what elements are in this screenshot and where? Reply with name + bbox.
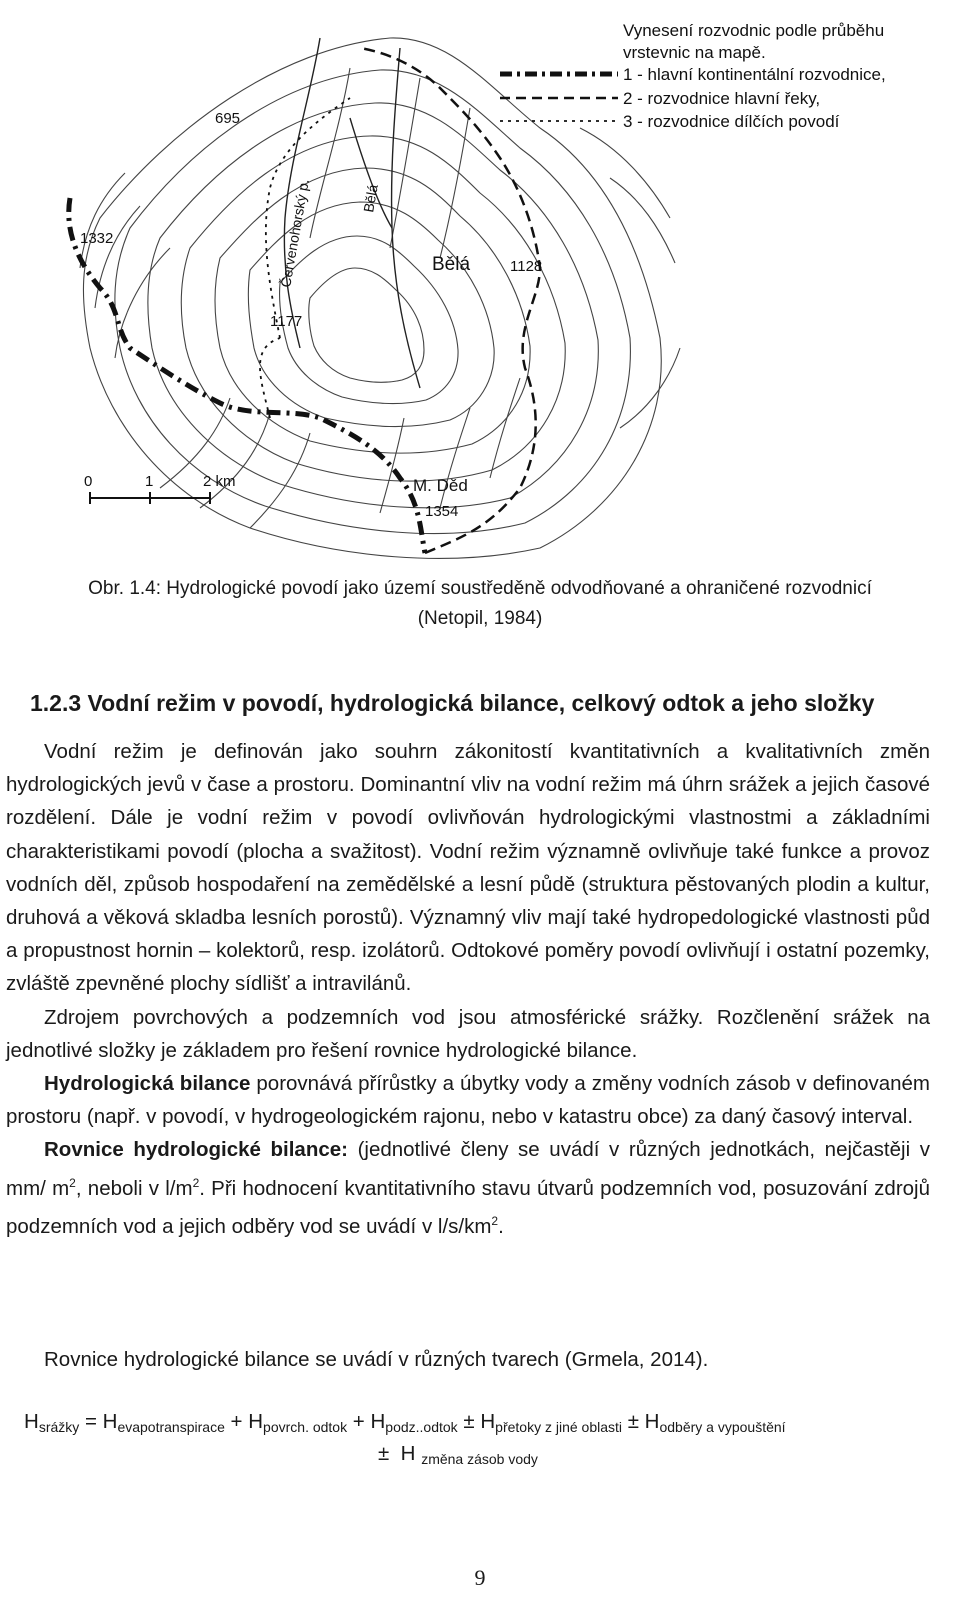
legend-item-2: 2 - rozvodnice hlavní řeky, [623, 89, 821, 108]
elevation-label-695: 695 [215, 110, 241, 127]
scale-label-1: 1 [145, 473, 154, 490]
balance-equation-line1: $H_{srážky} = H_{evapotranspirace} + H_{povrch. odtok} + H_{podz..odtok} \pm H_{přetoky z jiné oblasti} \pm H_{odběry a vypouštění}$ [24, 1410, 786, 1435]
legend-title-line2: vrstevnic na mapě. [623, 43, 766, 62]
section-heading: 1.2.3 Vodní režim v povodí, hydrologická bilance, celkový odtok a jeho složky [30, 690, 875, 716]
paragraph-5-wrap [6, 1343, 930, 1376]
paragraph-4-term: Rovnice hydrologické bilance: [44, 1138, 348, 1162]
divide-line-1 [69, 198, 425, 553]
page-number: 9 [474, 1565, 486, 1590]
legend-item-3: 3 - rozvodnice dílčích povodí [623, 112, 840, 131]
paragraph-5: Rovnice hydrologické bilance se uvádí v různých tvarech (Grmela, 2014). [44, 1348, 709, 1371]
town-label-bela: Bělá [432, 254, 471, 275]
scale-bar [84, 473, 236, 504]
paragraph-3: Hydrologická bilance porovnává přírůstky a úbytky vody a změny vodních zásob v definovaném prostoru (např. v povodí, v hydrogeologickém rajonu, nebo v katastru obce) za daný časový interval. [6, 1072, 930, 1129]
balance-equation-line2: ± H $_{změna zásob vody}$ [378, 1442, 538, 1467]
stream-label-cervenohorsky: Červenohorský p. [277, 177, 313, 289]
figure-caption-line2: (Netopil, 1984) [417, 608, 543, 629]
legend-item-1: 1 - hlavní kontinentální rozvodnice, [623, 65, 886, 84]
paragraph-4: Rovnice hydrologické bilance: (jednotlivé členy se uvádí v různých jednotkách, nejčastěji v mm/ $m^2$, neboli v $l/m^2$. Při hodnocení kvantitativního stavu útvarů podzemních vod, posuzování zdrojů podzemních vod a jejich odběry vod se uvádí v $l/s/km^2$. [6, 1138, 931, 1238]
contour-lines [80, 38, 680, 558]
elevation-label-1177: 1177 [270, 313, 303, 330]
scale-label-2km: 2 km [203, 473, 236, 490]
watershed-map-figure [20, 8, 940, 568]
elevation-label-1128: 1128 [510, 258, 543, 275]
paragraph-3-term: Hydrologická bilance [44, 1072, 251, 1096]
peak-label-mded: M. Děd [413, 476, 468, 495]
body-text [6, 735, 930, 1243]
figure-caption-line1: Obr. 1.4: Hydrologické povodí jako území soustředěně odvodňované a ohraničené rozvodnicí [88, 578, 872, 599]
elevation-label-1332: 1332 [80, 230, 114, 247]
map-legend [500, 21, 886, 131]
scale-label-0: 0 [84, 473, 93, 490]
river-label-bela: Bělá [360, 183, 381, 214]
legend-title-line1: Vynesení rozvodnic podle průběhu [623, 21, 885, 40]
paragraph-2: Zdrojem povrchových a podzemních vod jsou atmosférické srážky. Rozčlenění srážek na jednotlivé složky je základem pro řešení rovnice hydrologické bilance. [6, 1005, 930, 1062]
elevation-label-1354: 1354 [425, 503, 459, 520]
paragraph-1: Vodní režim je definován jako souhrn zákonitostí kvantitativních a kvalitativních změn hydrologických jevů v čase a prostoru. Dominantní vliv na vodní režim má úhrn srážek a jejich časové rozdělení. Dále je vodní režim v povodí ovlivňován hydrologickými vlastnostmi a základními charakteristikami povodí (plocha a svažitost). Vodní režim významně ovlivňuje také funkce a provoz vodních děl, způsob hospodaření na zemědělské a lesní půdě (struktura pěstovaných plodin a kultur, druhová a věková skladba lesních porostů). Významný vliv mají také hydropedologické vlastnosti půd a propustnost hornin – kolektorů, resp. izolátorů. Odtokové poměry povodí ovlivňují i ostatní pozemky, zvláště zpevněné plochy sídlišť a intravilánů. [6, 740, 930, 996]
